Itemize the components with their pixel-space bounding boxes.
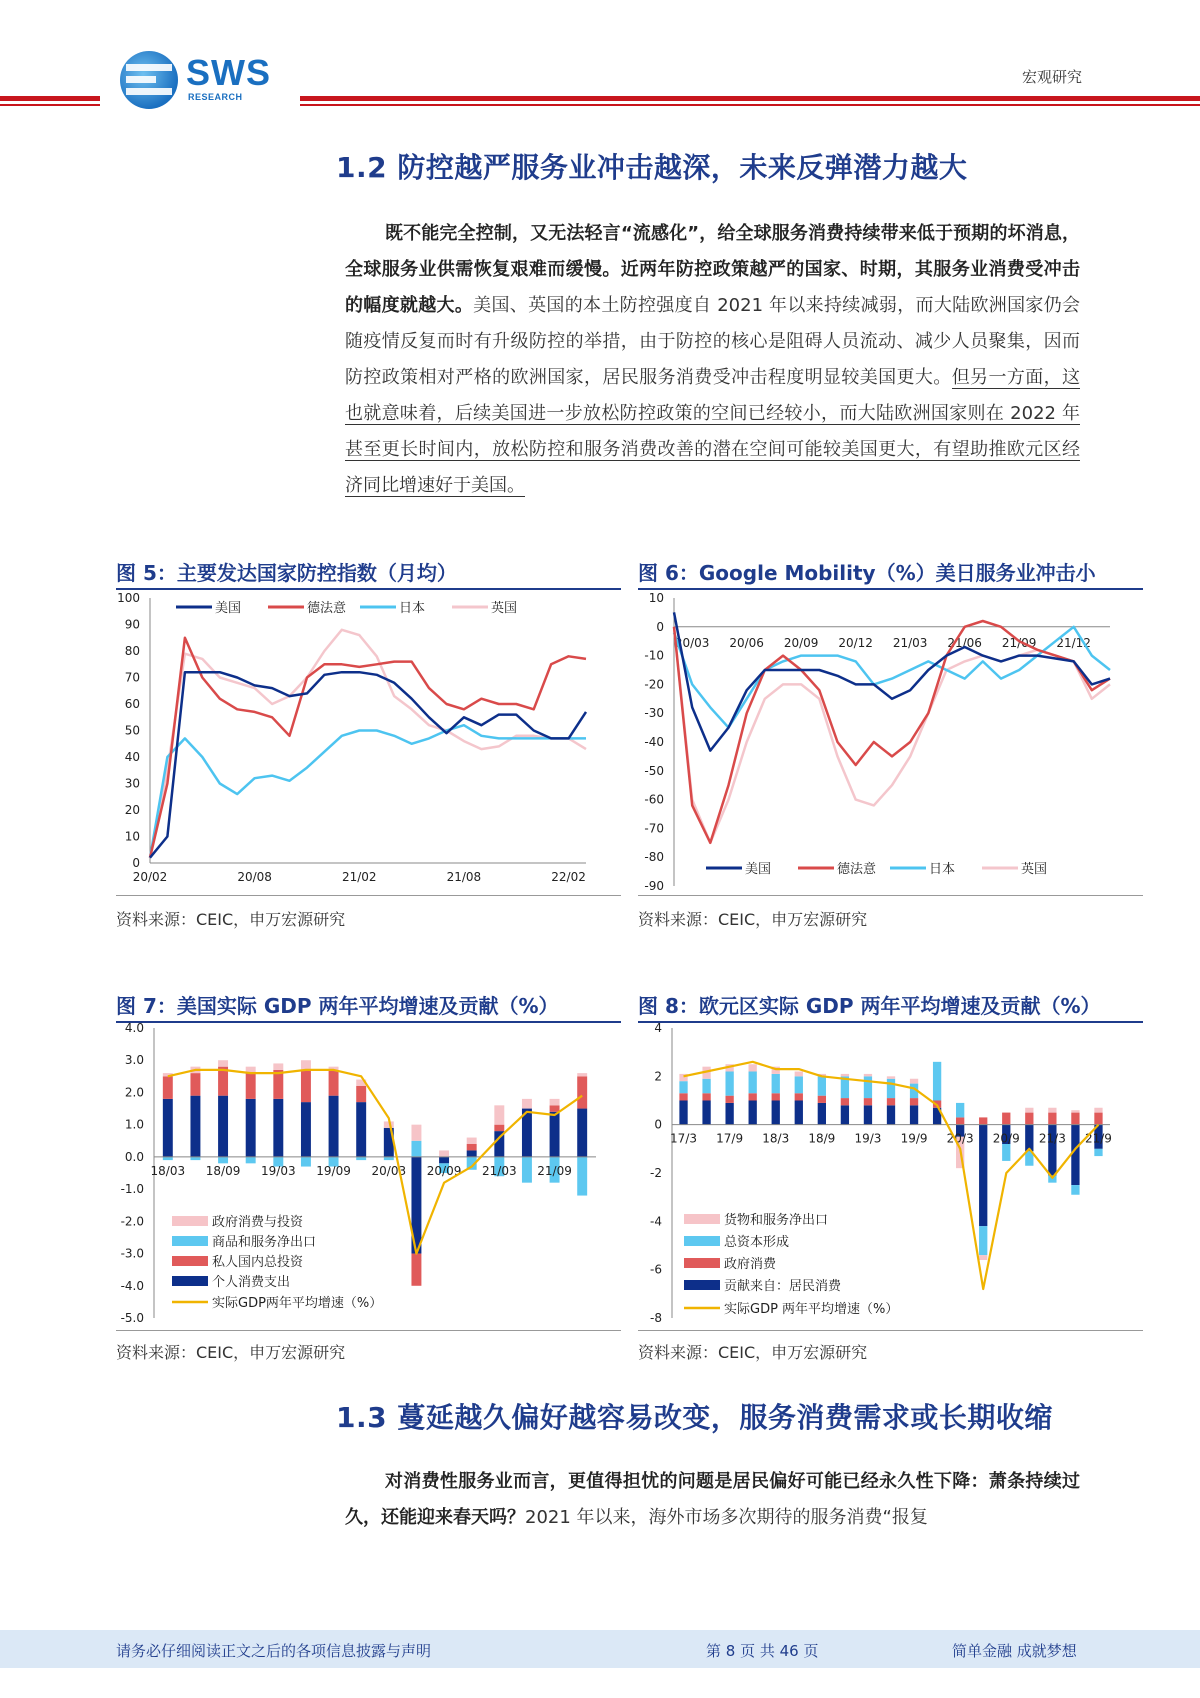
fig8-bar-segment <box>864 1105 872 1124</box>
fig7-x-tick-label: 21/03 <box>482 1163 517 1178</box>
fig7-y-tick-label: 4.0 <box>124 1022 144 1035</box>
fig8-bar-segment <box>749 1072 757 1094</box>
fig8-bar-segment <box>979 1255 987 1260</box>
header-divider-left-thin <box>0 104 100 106</box>
fig8-bar-segment <box>887 1098 895 1105</box>
fig8-x-tick-label: 20/9 <box>992 1131 1020 1146</box>
fig7-bar-segment <box>329 1070 339 1096</box>
fig7-x-tick-label: 19/09 <box>316 1163 351 1178</box>
fig7-bar-segment <box>329 1096 339 1157</box>
fig6-series-line <box>674 627 1110 843</box>
fig7-legend-label: 私人国内总投资 <box>212 1255 304 1270</box>
fig7-bar-segment <box>218 1157 228 1163</box>
fig7-bar-segment <box>246 1099 256 1157</box>
fig7-bar-segment <box>494 1125 504 1131</box>
fig8-legend-swatch <box>684 1280 720 1290</box>
fig7-x-tick-label: 18/03 <box>150 1163 186 1178</box>
fig7-x-tick-label: 19/03 <box>261 1163 296 1178</box>
fig7-legend-swatch <box>172 1216 208 1226</box>
fig8-y-tick-label: -6 <box>650 1262 662 1277</box>
fig8-bar-segment <box>1071 1125 1079 1185</box>
fig8-bar-segment <box>795 1101 803 1125</box>
fig7-bar-segment <box>522 1099 532 1109</box>
fig7-y-tick-label: 3.0 <box>124 1053 144 1068</box>
fig6-x-tick-label: 21/06 <box>947 635 982 650</box>
fig8-x-tick-label: 17/9 <box>716 1131 744 1146</box>
fig6-y-tick-label: -90 <box>644 879 664 893</box>
fig8-bar-segment <box>772 1093 780 1100</box>
fig5-y-tick-label: 40 <box>124 750 140 764</box>
fig8-bar-segment <box>979 1125 987 1227</box>
fig8-bar-segment <box>864 1098 872 1105</box>
section-1-2-paragraph <box>345 216 1080 504</box>
fig8-bar-segment <box>818 1103 826 1125</box>
fig8-bar-segment <box>841 1105 849 1124</box>
fig8-bar-segment <box>979 1117 987 1124</box>
fig6-y-tick-label: 10 <box>648 591 664 605</box>
footer-slogan: 简单金融 成就梦想 <box>952 1642 1077 1660</box>
fig8-legend-label: 贡献来自：居民消费 <box>724 1279 842 1294</box>
fig8-bar-segment <box>725 1103 733 1125</box>
fig7-source: 资料来源：CEIC，申万宏源研究 <box>116 1343 346 1362</box>
paragraph-underlined-text: 但另一方面，这也就意味着，后续美国进一步放松防控政策的空间已经较小，而大陆欧洲国家则在 2022 年甚至更长时间内，放松防控和服务消费改善的潜在空间可能较美国更大，有望助推欧元区经济同比增速好于美国。 <box>345 367 1081 496</box>
fig5-y-tick-label: 10 <box>124 829 140 844</box>
fig7-legend-swatch <box>172 1236 208 1246</box>
fig7-bar-segment <box>301 1060 311 1070</box>
fig7-bar-segment <box>190 1096 200 1157</box>
fig7-bar-segment <box>550 1099 560 1105</box>
fig7-legend-label: 商品和服务净出口 <box>212 1235 317 1250</box>
fig8-legend-label: 政府消费 <box>724 1257 777 1272</box>
fig7-bar-segment <box>301 1157 311 1167</box>
fig8-bar-segment <box>1071 1110 1079 1112</box>
fig6-x-tick-label: 20/06 <box>729 635 764 650</box>
fig7-y-tick-label: -4.0 <box>120 1278 144 1293</box>
fig6-series-line <box>674 621 1110 843</box>
fig5-y-tick-label: 80 <box>124 644 140 658</box>
fig5-x-tick-label: 20/02 <box>132 870 168 884</box>
fig5-y-tick-label: 60 <box>124 697 140 711</box>
fig8-bar-segment <box>818 1076 826 1095</box>
fig7-legend-label: 个人消费支出 <box>212 1275 291 1290</box>
fig8-legend-label: 总资本形成 <box>724 1235 790 1250</box>
fig7-y-tick-label: -2.0 <box>120 1214 144 1229</box>
fig8-bar-segment <box>887 1076 895 1078</box>
fig5-legend-label: 日本 <box>399 601 426 616</box>
fig5-series-line <box>150 630 586 858</box>
fig8-x-tick-label: 18/9 <box>808 1131 836 1146</box>
fig6-y-tick-label: -70 <box>644 821 664 836</box>
fig7-bar-segment <box>467 1138 477 1144</box>
fig6-y-tick-label: -50 <box>644 763 664 778</box>
fig7-y-tick-label: -5.0 <box>120 1311 144 1325</box>
fig8-bar-segment <box>749 1093 757 1100</box>
fig8-bar-segment <box>1025 1108 1033 1113</box>
fig5-y-tick-label: 90 <box>124 617 140 632</box>
fig7-bar-segment <box>411 1141 421 1157</box>
fig8-bar-segment <box>1025 1125 1033 1152</box>
fig5-legend-label: 英国 <box>491 601 518 616</box>
fig8-bar-segment <box>725 1096 733 1103</box>
header-category: 宏观研究 <box>1022 68 1083 86</box>
footer <box>0 1630 1200 1668</box>
fig8-bar-segment <box>1002 1144 1010 1161</box>
fig8-y-tick-label: -4 <box>650 1214 662 1229</box>
fig7-x-tick-label: 20/03 <box>371 1163 407 1178</box>
fig7-bar-segment <box>577 1073 587 1076</box>
fig7-bar-segment <box>411 1254 421 1286</box>
fig8-legend-label: 实际GDP 两年平均增速（%） <box>724 1302 899 1317</box>
fig7-bar-segment <box>163 1099 173 1157</box>
fig8-bar-segment <box>702 1093 710 1100</box>
fig5-y-tick-label: 0 <box>132 856 140 870</box>
fig7-y-tick-label: 1.0 <box>124 1117 144 1132</box>
fig7-bar-segment <box>494 1105 504 1124</box>
fig7-svg <box>116 1022 621 1330</box>
fig8-bar-segment <box>1048 1108 1056 1113</box>
fig8-x-tick-label: 20/3 <box>946 1131 974 1146</box>
fig6-chart <box>638 590 1143 896</box>
fig8-bar-segment <box>1094 1113 1102 1125</box>
fig6-y-tick-label: -20 <box>644 677 664 692</box>
fig6-x-tick-label: 20/12 <box>838 635 873 650</box>
fig7-title: 图 7：美国实际 GDP 两年平均增速及贡献（%） <box>116 990 621 1023</box>
fig6-x-tick-label: 20/03 <box>674 635 710 650</box>
section-title-1-2: 1.2 防控越严服务业冲击越深，未来反弹潜力越大 <box>336 151 968 184</box>
fig7-y-tick-label: 2.0 <box>124 1085 144 1100</box>
section-title-1-3: 1.3 蔓延越久偏好越容易改变，服务消费需求或长期收缩 <box>336 1401 1053 1434</box>
fig5-series-line <box>150 725 586 858</box>
fig6-svg <box>638 590 1143 895</box>
footer-disclaimer: 请务必仔细阅读正文之后的各项信息披露与声明 <box>116 1642 432 1660</box>
fig8-x-tick-label: 21/9 <box>1084 1131 1112 1146</box>
fig7-bar-segment <box>522 1157 532 1183</box>
fig5-legend-label: 德法意 <box>307 601 347 616</box>
logo-subtext: RESEARCH <box>188 92 243 102</box>
fig8-bar-segment <box>864 1076 872 1098</box>
fig5-chart <box>116 590 621 896</box>
fig8-legend-swatch <box>684 1214 720 1224</box>
fig7-bar-segment <box>577 1157 587 1196</box>
fig5-x-tick-label: 21/02 <box>341 870 377 884</box>
fig6-legend-label: 美国 <box>745 862 772 877</box>
fig5-x-tick-label: 20/08 <box>237 870 272 884</box>
fig5-y-tick-label: 70 <box>124 670 140 685</box>
fig8-title: 图 8：欧元区实际 GDP 两年平均增速及贡献（%） <box>638 990 1143 1023</box>
fig6-title: 图 6：Google Mobility（%）美日服务业冲击小 <box>638 557 1143 590</box>
header-divider-right-thin <box>300 104 1200 106</box>
fig8-y-tick-label: 4 <box>654 1022 662 1035</box>
fig7-bar-segment <box>190 1073 200 1096</box>
fig8-bar-segment <box>910 1098 918 1105</box>
fig6-x-tick-label: 21/09 <box>1001 635 1037 650</box>
fig8-bar-segment <box>841 1098 849 1105</box>
fig8-bar-segment <box>725 1072 733 1096</box>
fig7-bar-segment <box>246 1157 256 1163</box>
fig7-bar-segment <box>218 1060 228 1066</box>
fig7-bar-segment <box>467 1144 477 1150</box>
fig8-legend-label: 货物和服务净出口 <box>724 1213 829 1228</box>
paragraph-bold-text: 既不能完全控制，又无法轻言“流感化”，给全球服务消费持续带来低于预期的坏消息，全球服务业供需恢复艰难而缓慢。近两年防控政策越严的国家、时期，其服务业消费受冲击的幅度就越大。 <box>345 223 1080 316</box>
fig8-bar-segment <box>887 1079 895 1098</box>
fig8-bar-segment <box>956 1117 964 1124</box>
fig7-bar-segment <box>273 1070 283 1099</box>
fig6-y-tick-label: -60 <box>644 792 664 807</box>
fig8-bar-segment <box>1025 1113 1033 1125</box>
fig6-legend-label: 英国 <box>1021 862 1048 877</box>
fig7-bar-segment <box>439 1150 449 1156</box>
fig5-y-tick-label: 30 <box>124 776 140 791</box>
fig8-bar-segment <box>1094 1108 1102 1113</box>
fig8-x-tick-label: 19/3 <box>854 1131 882 1146</box>
fig8-legend-swatch <box>684 1236 720 1246</box>
fig7-x-tick-label: 20/09 <box>426 1163 462 1178</box>
fig6-legend-label: 德法意 <box>837 862 877 877</box>
fig8-legend-swatch <box>684 1258 720 1268</box>
fig8-bar-segment <box>1071 1185 1079 1195</box>
section-1-3-paragraph <box>345 1464 1080 1536</box>
fig7-x-tick-label: 18/09 <box>205 1163 241 1178</box>
fig7-bar-segment <box>273 1063 283 1069</box>
fig6-y-tick-label: -40 <box>644 735 664 749</box>
fig7-bar-segment <box>577 1109 587 1157</box>
fig6-y-tick-label: -80 <box>644 850 664 865</box>
header <box>0 0 1200 110</box>
fig8-y-tick-label: -2 <box>650 1166 662 1180</box>
fig6-series-line <box>674 612 1110 750</box>
fig8-bar-segment <box>979 1226 987 1255</box>
fig7-legend-swatch <box>172 1276 208 1286</box>
fig8-bar-segment <box>1048 1113 1056 1125</box>
fig8-bar-segment <box>795 1076 803 1093</box>
fig8-bar-segment <box>772 1101 780 1125</box>
fig7-bar-segment <box>439 1157 449 1163</box>
fig8-bar-segment <box>887 1105 895 1124</box>
fig5-y-tick-label: 100 <box>117 591 140 605</box>
fig7-bar-segment <box>356 1086 366 1102</box>
fig7-bar-segment <box>356 1102 366 1157</box>
fig7-bar-segment <box>301 1070 311 1102</box>
fig5-x-tick-label: 21/08 <box>446 870 482 884</box>
fig8-bar-segment <box>679 1093 687 1100</box>
fig6-x-tick-label: 21/12 <box>1056 635 1091 650</box>
fig8-bar-segment <box>749 1101 757 1125</box>
fig7-x-tick-label: 21/09 <box>537 1163 572 1178</box>
fig8-bar-segment <box>772 1074 780 1093</box>
fig8-x-tick-label: 18/3 <box>762 1131 790 1146</box>
fig7-bar-segment <box>550 1105 560 1111</box>
fig8-bar-segment <box>910 1105 918 1124</box>
fig8-bar-segment <box>910 1079 918 1084</box>
fig7-y-tick-label: -1.0 <box>120 1182 144 1197</box>
fig8-bar-segment <box>749 1064 757 1071</box>
fig8-bar-segment <box>864 1074 872 1076</box>
fig8-chart <box>638 1022 1143 1331</box>
fig8-y-tick-label: 2 <box>654 1069 662 1084</box>
fig7-bar-segment <box>550 1112 560 1157</box>
fig7-bar-segment <box>218 1096 228 1157</box>
logo-text: SWS <box>186 52 272 93</box>
fig5-title: 图 5：主要发达国家防控指数（月均） <box>116 557 621 590</box>
fig7-bar-segment <box>577 1076 587 1108</box>
fig6-x-tick-label: 21/03 <box>892 635 928 650</box>
fig8-bar-segment <box>956 1103 964 1118</box>
fig8-bar-segment <box>795 1093 803 1100</box>
fig8-y-tick-label: -8 <box>650 1311 662 1325</box>
fig8-bar-segment <box>795 1072 803 1077</box>
paragraph-normal-text: 美国、英国的本土防控强度自 2021 年以来持续减弱，而大陆欧洲国家仍会随疫情反复而时有升级防控的举措，由于防控的核心是阻碍人员流动、减少人员聚集，因而防控政策相对严格的欧洲国家，居民服务消费受冲击程度明显较美国更大。 <box>345 295 1081 388</box>
fig7-bar-segment <box>411 1125 421 1141</box>
fig6-y-tick-label: -10 <box>644 648 664 663</box>
fig7-bar-segment <box>246 1073 256 1099</box>
fig6-source: 资料来源：CEIC，申万宏源研究 <box>638 910 868 929</box>
paragraph-bold-text: 对消费性服务业而言，更值得担忧的问题是居民偏好可能已经永久性下降：萧条持续过久，还能迎来春天吗？ <box>345 1471 1080 1528</box>
fig8-y-tick-label: 0 <box>654 1117 662 1132</box>
fig8-bar-segment <box>841 1074 849 1076</box>
fig5-y-tick-label: 20 <box>124 803 140 817</box>
paragraph-normal-text: 2021 年以来，海外市场多次期待的服务消费“报复 <box>525 1507 928 1528</box>
fig8-x-tick-label: 17/3 <box>670 1131 698 1146</box>
footer-page-number: 第 8 页 共 46 页 <box>706 1642 819 1660</box>
fig8-bar-segment <box>933 1062 941 1101</box>
fig6-x-tick-label: 20/09 <box>783 635 819 650</box>
fig7-legend-swatch <box>172 1256 208 1266</box>
fig7-bar-segment <box>163 1076 173 1099</box>
fig8-bar-segment <box>702 1079 710 1094</box>
fig8-x-tick-label: 19/9 <box>900 1131 928 1146</box>
logo-mark-icon <box>118 50 180 110</box>
fig8-x-tick-label: 21/3 <box>1038 1131 1066 1146</box>
fig8-source: 资料来源：CEIC，申万宏源研究 <box>638 1343 868 1362</box>
fig8-bar-segment <box>818 1096 826 1103</box>
fig5-y-tick-label: 50 <box>124 723 140 738</box>
fig8-bar-segment <box>1094 1149 1102 1156</box>
fig5-source: 资料来源：CEIC，申万宏源研究 <box>116 910 346 929</box>
fig8-bar-segment <box>702 1101 710 1125</box>
fig5-series-line <box>150 672 586 858</box>
fig5-svg <box>116 590 621 895</box>
fig7-bar-segment <box>301 1102 311 1157</box>
fig7-chart <box>116 1022 621 1331</box>
fig8-bar-segment <box>679 1101 687 1125</box>
fig8-bar-segment <box>1002 1113 1010 1125</box>
fig6-y-tick-label: -30 <box>644 706 664 721</box>
fig5-x-tick-label: 22/02 <box>551 870 586 884</box>
fig5-legend-label: 美国 <box>215 601 242 616</box>
fig8-bar-segment <box>1071 1113 1079 1125</box>
fig7-legend-label: 实际GDP两年平均增速（%） <box>212 1296 383 1311</box>
fig6-legend-label: 日本 <box>929 862 956 877</box>
fig7-legend-label: 政府消费与投资 <box>212 1215 304 1230</box>
fig7-y-tick-label: 0.0 <box>124 1149 144 1164</box>
fig8-svg <box>638 1022 1143 1330</box>
fig7-bar-segment <box>467 1150 477 1156</box>
fig7-y-tick-label: -3.0 <box>120 1246 144 1261</box>
header-divider-right <box>300 96 1200 101</box>
fig8-bar-segment <box>679 1081 687 1093</box>
fig7-bar-segment <box>273 1099 283 1157</box>
header-divider-left <box>0 96 100 101</box>
fig6-y-tick-label: 0 <box>656 619 664 634</box>
fig5-series-line <box>150 638 586 858</box>
